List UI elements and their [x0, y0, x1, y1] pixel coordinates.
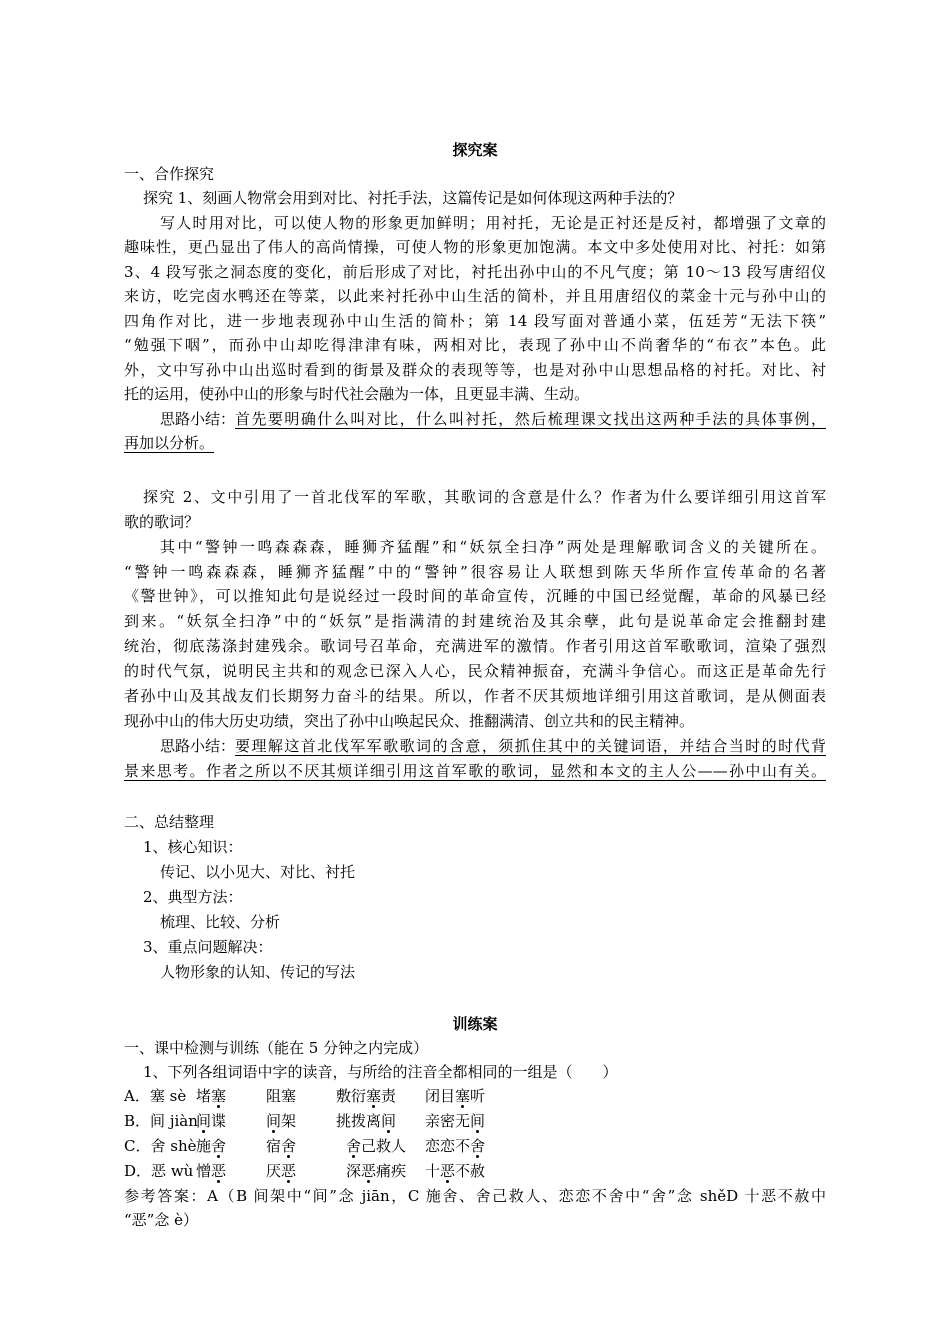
option-c-word-4: 恋恋不舍: [425, 1137, 486, 1155]
option-b-word-3: 挑拨离间: [336, 1112, 397, 1130]
option-c-word-2: 宿舍: [266, 1137, 297, 1155]
q1-summary-text: 再加以分析。: [124, 434, 215, 452]
q1-summary-text: 首先要明确什么叫对比，什么叫衬托，然后梳理课文找出这两种手法的具体事例，: [235, 410, 826, 428]
summary-item-content: 梳理、比较、分析: [160, 913, 281, 931]
summary-item-content: 人物形象的认知、传记的写法: [160, 963, 356, 981]
summary-item-label: 2、典型方法：: [143, 888, 243, 906]
option-a-head: A．塞 sè: [124, 1087, 187, 1105]
q2-answer-line: 《警世钟》，可以推知此句是说经过一段时间的革命宣传，沉睡的中国已经觉醒，革命的风暴已经: [124, 587, 826, 605]
option-a-word-2: 阻塞: [266, 1087, 297, 1105]
option-d-head: D．恶 wù: [124, 1162, 194, 1180]
summary-item-label: 3、重点问题解决：: [143, 938, 273, 956]
option-c-word-1: 施舍: [196, 1137, 227, 1155]
explore-q2-question: 探究 2、文中引用了一首北伐军的军歌，其歌词的含意是什么？作者为什么要详细引用这首军: [143, 488, 826, 506]
answer-key-cont: “恶”念 è）: [124, 1211, 198, 1229]
option-b-word-4: 亲密无间: [425, 1112, 486, 1130]
q2-answer-line: “警钟一鸣森森森，睡狮齐猛醒”中的“警钟”很容易让人联想到陈天华所作宣传革命的名著: [124, 563, 826, 581]
q1-answer-line: 3、4 段写张之洞态度的变化，前后形成了对比，衬托出孙中山的不凡气度；第 10～13 段写唐绍仪: [124, 263, 826, 281]
q2-answer-line: 现孙中山的伟大历史功绩，突出了孙中山唤起民众、推翻满清、创立共和的民主精神。: [124, 712, 695, 730]
option-b-word-2: 间架: [266, 1112, 297, 1130]
q1-answer-line: 托的运用，使孙中山的形象与时代社会融为一体，且更显丰满、生动。: [124, 385, 590, 403]
option-a-word-4: 闭目塞听: [425, 1087, 486, 1105]
option-b-word-1: 间谍: [196, 1112, 227, 1130]
summary-item-label: 1、核心知识：: [143, 838, 243, 856]
q2-summary-text: 景来思考。作者之所以不厌其烦详细引用这首军歌的歌词，显然和本文的主人公——孙中山有关。: [124, 762, 826, 780]
q1-answer-line: 四角作对比，进一步地表现孙中山生活的简朴；第 14 段写面对普通小菜，伍廷芳“无法下筷”: [124, 312, 826, 330]
q1-answer-line: 外，文中写孙中山出巡时看到的街景及群众的表现等等，也是对孙中山思想品格的衬托。对比、衬: [124, 361, 826, 379]
test-question-1: 1、下列各组词语中字的读音，与所给的注音全都相同的一组是（ ）: [143, 1063, 618, 1081]
summary-item-content: 传记、以小见大、对比、衬托: [160, 863, 356, 881]
answer-key: 参考答案：A（B 间架中“间”念 jiān，C 施舍、舍己救人、恋恋不舍中“舍”念 shěD 十恶不赦中: [124, 1187, 826, 1205]
section-in-class-test: 一、课中检测与训练（能在 5 分钟之内完成）: [124, 1039, 429, 1057]
explore-q1-question: 探究 1、刻画人物常会用到对比、衬托手法，这篇传记是如何体现这两种手法的？: [143, 189, 683, 207]
option-c-head: C．舍 shè: [124, 1137, 197, 1155]
q2-answer-line: 其中“警钟一鸣森森森，睡狮齐猛醒”和“妖氛全扫净”两处是理解歌词含义的关键所在。: [160, 538, 826, 556]
option-a-word-3: 敷衍塞责: [336, 1087, 397, 1105]
q2-answer-line: 到来。“妖氛全扫净”中的“妖氛”是指满清的封建统治及其余孽，此句是说革命定会推翻封建: [124, 612, 826, 630]
q2-answer-line: 者孙中山及其战友们长期努力奋斗的结果。所以，作者不厌其烦地详细引用这首歌词，是从侧面表: [124, 687, 826, 705]
explore-q2-question-cont: 歌的歌词？: [124, 513, 200, 531]
q1-answer-line: “勉强下咽”，而孙中山却吃得津津有味，两相对比，表现了孙中山不尚奢华的“布衣”本色。此: [124, 336, 826, 354]
explore-title: 探究案: [452, 141, 498, 159]
q2-summary-text: 要理解这首北伐军军歌歌词的含意，须抓住其中的关键词语，并结合当时的时代背: [235, 737, 826, 755]
option-b-head: B．间 jiàn: [124, 1112, 198, 1130]
option-d-word-3: 深恶痛疾: [346, 1162, 407, 1180]
section-cooperative-explore: 一、合作探究: [124, 165, 215, 183]
option-c-word-3: 舍己救人: [346, 1137, 407, 1155]
q1-summary-label: 思路小结：: [160, 410, 236, 428]
option-d-word-2: 厌恶: [266, 1162, 297, 1180]
section-summary: 二、总结整理: [124, 813, 215, 831]
option-d-word-1: 憎恶: [196, 1162, 227, 1180]
q1-answer-line: 趣味性，更凸显出了伟人的高尚情操，可使人物的形象更加饱满。本文中多处使用对比、衬托：如第: [124, 238, 826, 256]
q2-answer-line: 统治，彻底荡涤封建残余。歌词号召革命，充满进军的激情。作者引用这首军歌歌词，渲染了强烈: [124, 637, 826, 655]
option-d-word-4: 十恶不赦: [425, 1162, 486, 1180]
q1-answer-line: 写人时用对比，可以使人物的形象更加鲜明；用衬托，无论是正衬还是反衬，都增强了文章的: [160, 214, 826, 232]
option-a-word-1: 堵塞: [196, 1087, 227, 1105]
q2-answer-line: 的时代气氛，说明民主共和的观念已深入人心，民众精神振奋，充满斗争信心。而这正是革命先行: [124, 662, 826, 680]
q1-answer-line: 来访，吃完卤水鸭还在等菜，以此来衬托孙中山生活的简朴，并且用唐绍仪的菜金十元与孙中山的: [124, 287, 826, 305]
training-title: 训练案: [452, 1015, 498, 1033]
q2-summary-label: 思路小结：: [160, 737, 236, 755]
